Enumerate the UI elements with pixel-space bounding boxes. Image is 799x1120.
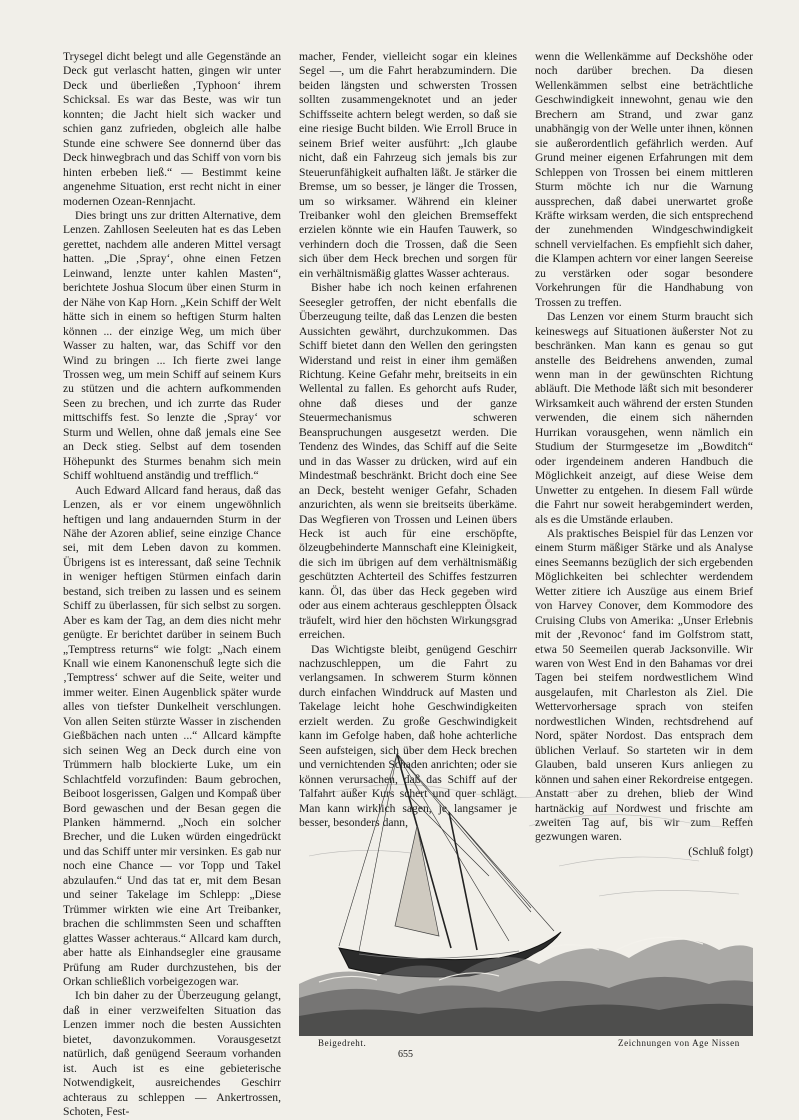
- paragraph: Bisher habe ich noch keinen erfahrenen Seesegler getroffen, der nicht ebenfalls die Überzeugung teilte, daß das Lenzen die besten Aussichten gewährt, durchzukommen. Das Schiff bietet dann den Wellen den geringsten Widerstand und reist in einer ihm gemäßen Richtung. Keine Gefahr mehr, breitseits in ein Wellental zu fallen. Es gehorcht aufs Ruder, ohne daß dieses und der ganze Steuermechanismus schweren Beanspruchungen ausgesetzt werden. Die Tendenz des Windes, das Schiff auf die Seite und in das Wasser zu drücken, wird auf ein Mindestmaß beschränkt. Bricht doch eine See an Deck, besteht weniger Gefahr, Schaden anzurichten, als wenn sie breitseits überkäme. Das Wegfieren von Trossen und Leinen übers Heck ist auch für eine erschöpfte, ölzeugbehinderte Mannschaft eine Kleinigkeit, die sich im übrigen auf dem verhältnismäßig geschützten Achterteil des Schiffes festzurren kann. Öl, das über das Heck gegeben wird oder aus einem achteraus geschleppten Ölsack träufelt, wird hier den höchsten Wirkungsgrad erreichen.: [299, 281, 517, 642]
- paragraph: Das Lenzen vor einem Sturm braucht sich keineswegs auf Situationen äußerster Not zu beschränken. Man kann es genau so gut anstelle des Beidrehens anwenden, zumal wenn man in der gewünschten Richtung abläuft. Die Methode läßt sich mit besonderer Wirksamkeit auch während der ersten Stunden verwenden, die einem sich nähernden Hurrikan vorausgehen, wenn nämlich ein Studium der Sturmgesetze im „Bowditch“ oder irgendeinem anderen Handbuch die Möglichkeit anzeigt, auf diese Weise dem Unwetter zu entgehen. In diesem Fall würde die Fahrt nur soweit herabgemindert werden, als es die Umstände erlauben.: [535, 310, 753, 526]
- paragraph: macher, Fender, vielleicht sogar ein kleines Segel —, um die Fahrt herabzumindern. Die beiden längsten und schwersten Trossen sollten zusammengeknotet und an jeder Schiffsseite achtern belegt werden, so daß sie eine riesige Bucht bilden. Wie Erroll Bruce in seinem Brief weiter ausführt: „Ich glaube nicht, daß ein Fahrzeug sich jemals bis zur Steuerunfähigkeit aufhalten läßt. Je stärker die Bremse, um so besser, je länger die Trossen, um so wirksamer. Während ein kleiner Treibanker wohl den gleichen Bremseffekt erzielen könnte wie ein Haufen Tauwerk, so verhindern doch die Trossen, daß die Seen sich über dem Heck brechen und sorgen für ein verhältnismäßig glattes Wasser achteraus.: [299, 50, 517, 280]
- paragraph: Trysegel dicht belegt und alle Gegenstände an Deck gut verlascht hatten, gingen wir unter Deck und überließen ‚Typhoon‘ ihrem Schicksal. Es war das Beste, was wir tun konnten; die Jacht hielt sich wacker und schien ganz zufrieden, obgleich alle halbe Stunde eine schwere See donnernd über das Deck hinwegbrach und das Schiff von vorn bis hinten erbeben ließ.“ — Bestimmt keine angenehme Situation, erst recht nicht in einer modernen Ozean-Rennjacht.: [63, 50, 281, 208]
- paragraph: Das Wichtigste bleibt, genügend Geschirr nachzuschleppen, um die Fahrt zu verlangsamen. In schwerem Sturm können durch einfachen Winddruck auf Masten und Takelage leicht hohe Geschwindigkeiten erzielt werden. Zu große Geschwindigkeit kann im Gefolge haben, daß hohe achterliche Seen aufsteigen, sich über dem Heck brechen und vernichtenden Schaden anrichten; oder sie können verursachen, daß das Schiff auf der Talfahrt außer Kurs schert und quer schlägt. Man kann wirklich sagen, je langsamer je besser, besonders dann,: [299, 642, 517, 830]
- continued-note: (Schluß folgt): [688, 844, 753, 858]
- paragraph: Auch Edward Allcard fand heraus, daß das Lenzen, als er vor einem ungewöhnlich heftigen und lang andauernden Sturm in der Nähe der Azoren ablief, seine einzige Chance sei, mit dem Leben davon zu kommen. Übrigens ist es interessant, daß seine Technik in weniger heftigen Stürmen einfach darin bestand, sich treiben zu lassen und es seinem Schiff zu überlassen, für sich selbst zu sorgen. Aber es kam der Tag, an dem dies nicht mehr genügte. Er berichtet darüber in seinem Buch „Temptress returns“ wie folgt: „Nach einem Knall wie einem Kanonenschuß legte sich die ‚Temptress‘ schwer auf die Seite, weiter und immer weiter. Einen Augenblick später wurde alles von tiefster Dunkelheit verschlungen. Von allen Seiten stürzte Wasser in zischenden Gießbächen nach unten ...“ Allcard kämpfte sich seinen Weg an Deck durch eine von Trümmern halb blockierte Luke, um ein Schlachtfeld vorzufinden: Baum gebrochen, Beiboot losgerissen, Galgen und Kompaß über Bord gewaschen und der Besan gegen die Planken hämmernd. „Noch ein solcher Brecher, und die Luken würden eingedrückt und das Schiff unter mir versinken. Es gab nur noch eine Chance — vor Topp und Takel abzulaufen.“ Und das tat er, mit dem Besan und seiner Takelage im Schlepp: „Diese Trümmer wirkten wie eine Art Treibanker, brachen die schlimmsten Seen und schafften glattes Wasser achteraus.“ Allcard kam durch, aber hatte als Einhandsegler eine grausame Prüfung am Ruder durchzustehen, bis der Orkan schließlich vorbeigezogen war.: [63, 483, 281, 988]
- text-column-2: [299, 50, 517, 830]
- text-column-1: [63, 50, 281, 1120]
- illustration-caption: Beigedreht.: [318, 1038, 367, 1048]
- page-number: 655: [398, 1049, 413, 1060]
- paragraph: Ich bin daher zu der Überzeugung gelangt, daß in einer verzweifelten Situation das Lenzen immer noch die besten Aussichten bietet, davonzukommen. Vorausgesetzt natürlich, daß genügend Seeraum vorhanden ist. Auch ist es eine gebieterische Notwendigkeit, ausreichendes Geschirr achteraus zu schleppen — Ankertrossen, Schoten, Fest-: [63, 989, 281, 1119]
- illustrator-credit: Zeichnungen von Age Nissen: [618, 1038, 740, 1048]
- paragraph: Dies bringt uns zur dritten Alternative, dem Lenzen. Zahllosen Seeleuten hat es das Leben gerettet, nachdem alle anderen Mittel versagt hatten. „Die ‚Spray‘, ohne einen Fetzen Leinwand, lenzte unter kahlen Masten“, berichtete Joshua Slocum über einen Sturm in der Nähe von Kap Horn. „Kein Schiff der Welt hätte sich in einem so heftigen Sturm halten können ... der einzige Weg, um mich über Wasser zu halten, war, das Schiff vor den Wind zu bringen ... Ich fierte zwei lange Trossen weg, um mein Schiff auf seinem Kurs zu stützen und die achtern aufkommenden Seen zu brechen, und ich zurrte das Ruder mittschiffs fest. So lenzte die ‚Spray‘ vor Sturm und Wellen, ohne daß jemals eine See an Deck stieg. Selbst auf dem tosenden Höhepunkt des Sturmes benahm sich mein Schiff wohltuend anständig und trefflich.“: [63, 208, 281, 483]
- paragraph: wenn die Wellenkämme auf Deckshöhe oder noch darüber brechen. Da diesen Wellenkämmen selbst eine beträchtliche Geschwindigkeit innewohnt, genau wie den Brechern am Strand, und zwar ganz unabhängig von der Welle unter ihnen, können sie außerordentlich gefährlich werden. Auf Grund meiner eigenen Erfahrungen mit dem Schleppen von Trossen bei einem mittleren Sturm möchte ich nur die Warnung aussprechen, daß dabei unerwartet große Kräfte wirksam werden, die sich entsprechend der zunehmenden Windgeschwindigkeit schnell vervielfachen. Es empfiehlt sich daher, die Klampen achtern vor einer langen Seereise zu verstärken oder sogar besondere Vorkehrungen für die Handhabung von Trossen zu treffen.: [535, 50, 753, 309]
- sailboat-in-storm-drawing: [299, 736, 753, 1036]
- paragraph: Als praktisches Beispiel für das Lenzen vor einem Sturm mäßiger Stärke und als Analyse eines Seemanns bezüglich der sich ergebenden Möglichkeiten bei schlechter werdendem Wetter zitiere ich Auszüge aus einem Brief von Harvey Conover, dem Kommodore des Cruising Clubs von Amerika: „Unser Erlebnis mit der ‚Revonoc‘ fand im Golfstrom statt, etwa 50 Seemeilen querab Jacksonville. Wir waren von West End in den Bahamas vor drei Tagen bei steifem nordwestlichem Wind ausgelaufen, mit Charleston als Ziel. Die Wettervorhersage sprach von steifen nordwestlichen Winden, rechtsdrehend auf Nord, später Nordost. Das entsprach dem üblichen Verlauf. So starteten wir in dem Glauben, bald unseren Kurs anliegen zu können und sahen einer Rekordreise entgegen. Anstatt aber zu drehen, blieb der Wind hartnäckig auf Nordwest und frischte am zweiten Tag auf, bis wir zum Reffen gezwungen waren.: [535, 526, 753, 844]
